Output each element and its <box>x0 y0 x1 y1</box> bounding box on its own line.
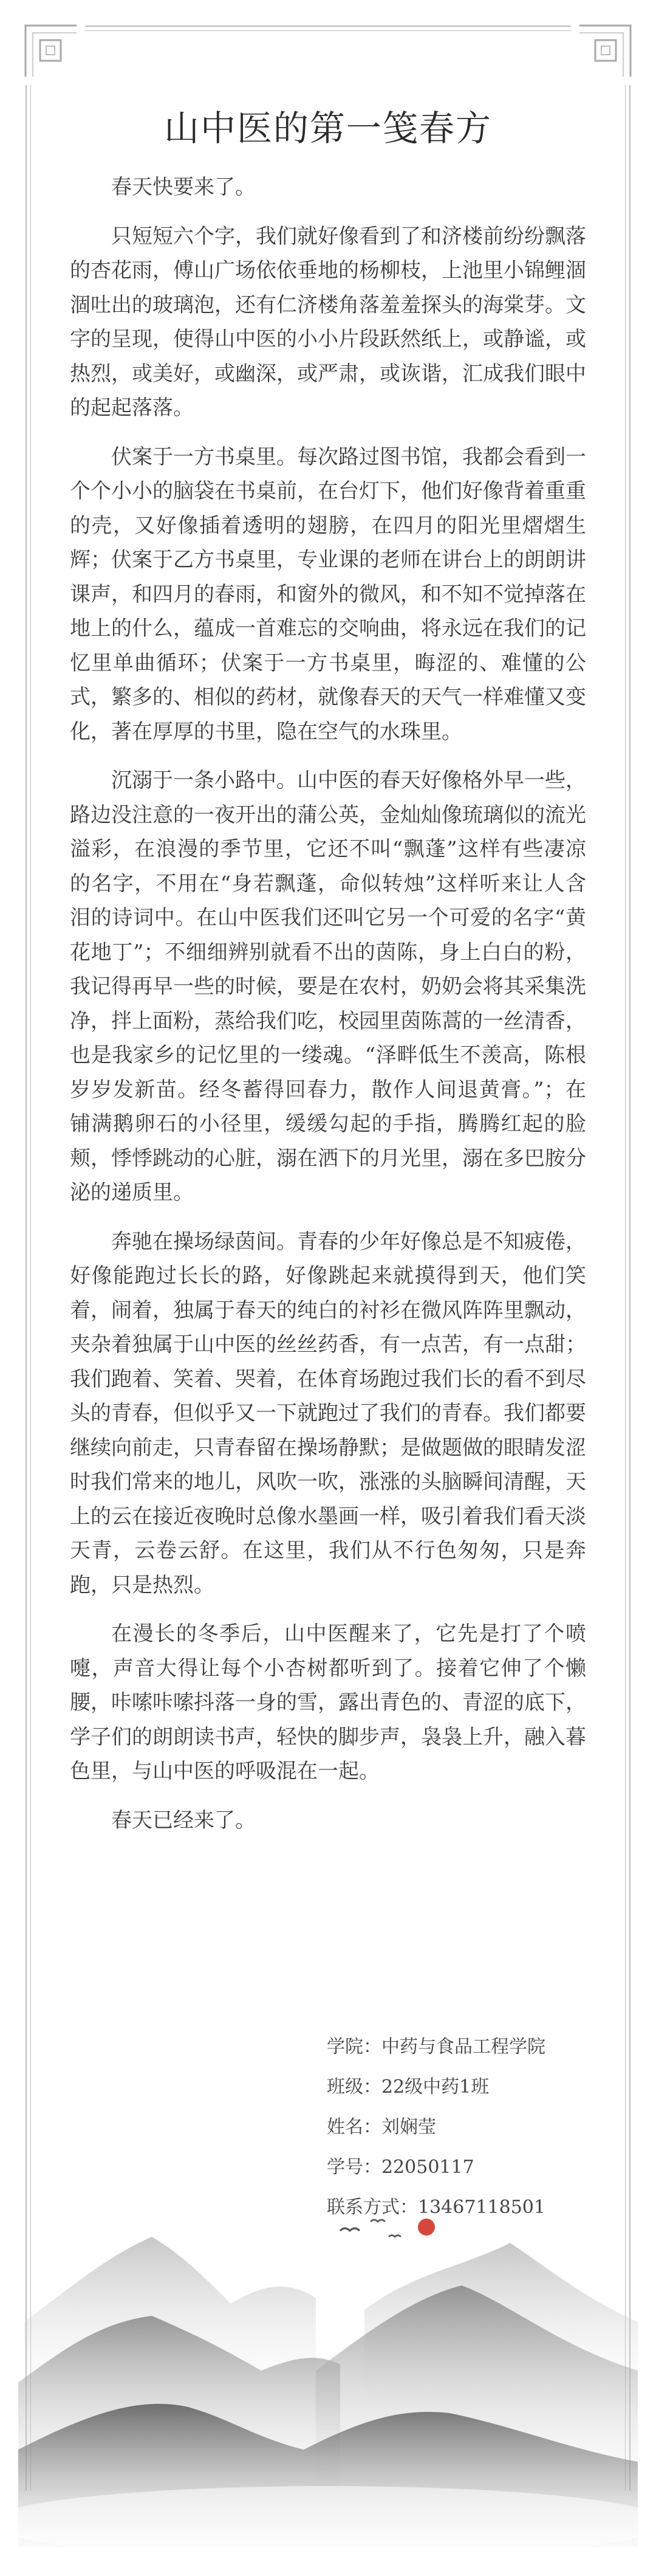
frame-top-line-inner <box>85 30 571 31</box>
corner-ornament-top-right <box>579 18 638 77</box>
corner-ornament-top-left <box>18 18 77 77</box>
page-title: 山中医的第一笺春方 <box>163 107 492 149</box>
paragraph: 在漫长的冬季后，山中医醒来了，它先是打了个喷嚏，声音大得让每个小杏树都听到了。接着它伸了个懒腰，咔嗦咔嗦抖落一身的雪，露出青色的、青涩的底下，学子们的朗朗读书声，轻快的脚步声，袅袅上升，融入暮色里，与山中医的呼吸混在一起。 <box>70 1622 586 1783</box>
author-contact: 联系方式：13467118501 <box>327 2197 545 2218</box>
paragraph: 奔驰在操场绿茵间。青春的少年好像总是不知疲倦，好像能跑过长长的路，好像跳起来就摸得到天，他们笑着，闹着，独属于春天的纯白的衬衫在微风阵阵里飘动，夹杂着独属于山中医的丝丝药香，有一点苦，有一点甜；我们跑着、笑着、哭着，在体育场跑过我们长的看不到尽头的青春，但似乎又一下就跑过了我们的青春。我们都要继续向前走，只青春留在操场静默；是做题做的眼睛发涩时我们常来的地儿，风吹一吹，涨涨的头脑瞬间清醒，天上的云在接近夜晚时总像水墨画一样，吸引着我们看天淡天青，云卷云舒。在这里，我们从不行色匆匆，只是奔跑，只是热烈。 <box>70 1229 586 1597</box>
frame-left-line-inner <box>30 85 31 2491</box>
article-body <box>70 170 586 1837</box>
author-college: 学院：中药与食品工程学院 <box>327 2036 545 2058</box>
frame-top-line <box>85 26 571 27</box>
paragraph: 沉溺于一条小路中。山中医的春天好像格外早一些，路边没注意的一夜开出的蒲公英，金灿灿像琉璃似的流光溢彩，在浪漫的季节里，它还不叫“飘蓬”这样有些凄凉的名字，不用在“身若飘蓬，命似转烛”这样听来让人含泪的诗词中。在山中医我们还叫它另一个可爱的名字“黄花地丁”；不细细辨别就看不出的茵陈，身上白白的粉，我记得再早一些的时候，要是在农村，奶奶会将其采集洗净，拌上面粉，蒸给我们吃，校园里茵陈蒿的一丝清香，也是我家乡的记忆里的一缕魂。“泽畔低生不羡高，陈根岁岁发新苗。经冬蓄得回春力，散作人间退黄膏。”；在铺满鹅卵石的小径里，缓缓勾起的手指，腾腾红起的脸颊，悸悸跳动的心脏，溺在洒下的月光里，溺在多巴胺分泌的递质里。 <box>70 768 586 1205</box>
paragraph: 伏案于一方书桌里。每次路过图书馆，我都会看到一个个小小的脑袋在书桌前，在台灯下，他们好像背着重重的壳，又好像插着透明的翅膀，在四月的阳光里熠熠生辉；伏案于乙方书桌里，专业课的老师在讲台上的朗朗讲课声，和四月的春雨，和窗外的微风，和不知不觉掉落在地上的什么，蕴成一首难忘的交响曲，将永远在我们的记忆里单曲循环；伏案于一方书桌里，晦涩的、难懂的公式，繁多的、相似的药材，就像春天的天气一样难懂又变化，著在厚厚的书里，隐在空气的水珠里。 <box>70 444 586 744</box>
frame-left-line <box>26 85 27 2491</box>
paragraph: 只短短六个字，我们就好像看到了和济楼前纷纷飘落的杏花雨，傅山广场依依垂地的杨柳枝，上池里小锦鲤涸涸吐出的玻璃泡，还有仁济楼角落羞羞探头的海棠芽。文字的呈现，使得山中医的小小片段跃然纸上，或静谧，或热烈，或美好，或幽深，或严肃，或诙谐，汇成我们眼中的起起落落。 <box>70 224 586 420</box>
author-name: 姓名：刘娴莹 <box>327 2116 436 2138</box>
paragraph-intro: 春天快要来了。 <box>111 175 256 199</box>
paragraph-closing: 春天已经来了。 <box>111 1808 256 1833</box>
ink-mountain-landscape <box>0 2164 656 2576</box>
frame-right-line <box>629 85 630 2491</box>
frame-right-line-inner <box>625 85 626 2491</box>
author-student-id: 学号：22050117 <box>327 2157 474 2178</box>
author-class: 班级：22级中药1班 <box>327 2076 490 2098</box>
